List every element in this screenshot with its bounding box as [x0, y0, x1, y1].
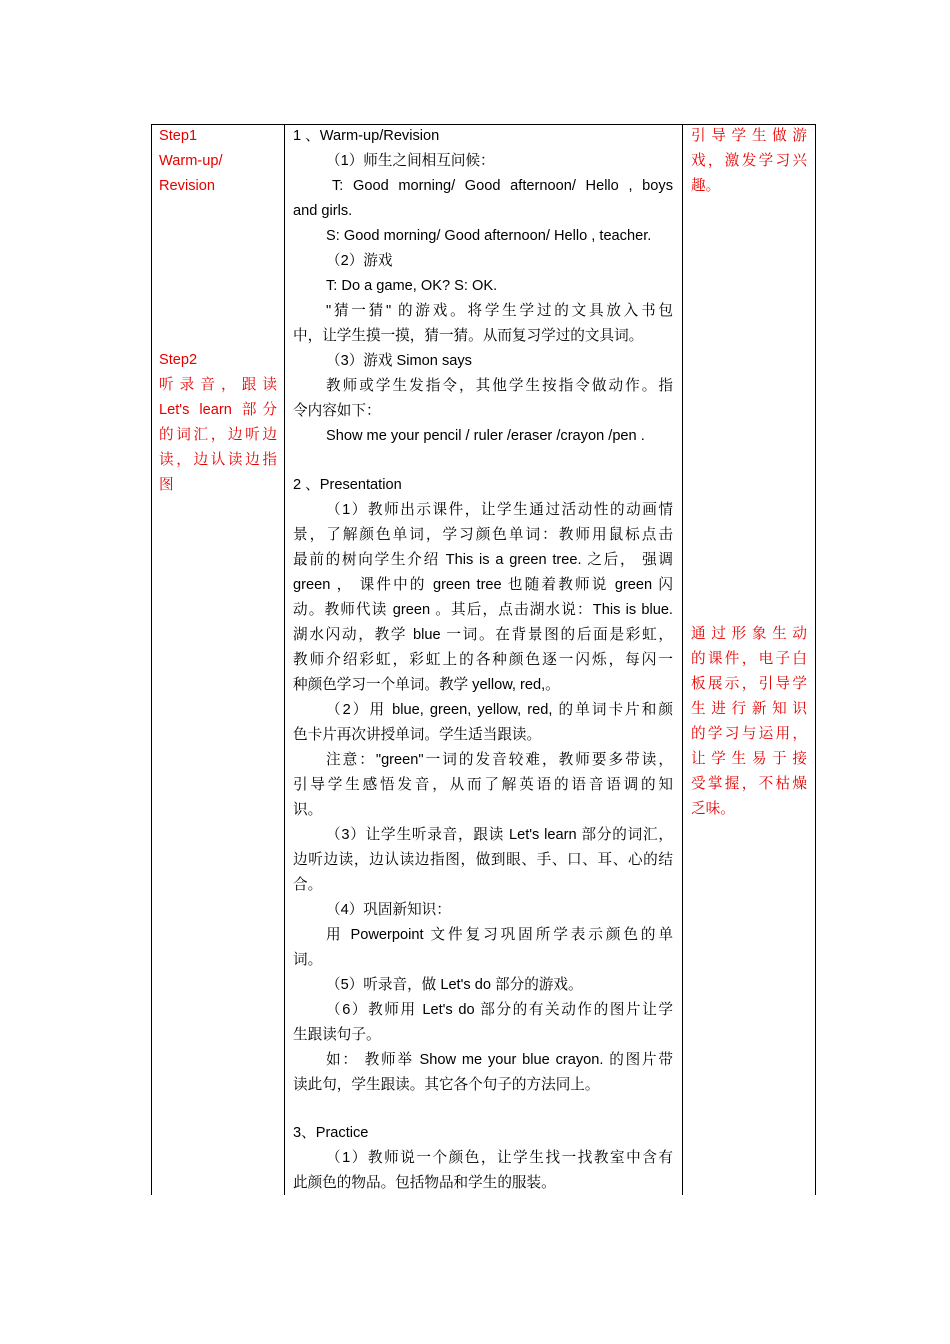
paragraph: 注意："green"一词的发音较难，教师要多带读，	[326, 752, 673, 768]
paragraph: 如： 教师举 Show me your blue crayon. 的图片带	[326, 1052, 673, 1068]
paragraph: （2）用 blue, green, yellow, red, 的单词卡片和颜	[326, 702, 673, 718]
paragraph: 读此句，学生跟读。其它各个句子的方法同上。	[293, 1077, 600, 1093]
note-line: 趣。	[691, 178, 721, 194]
paragraph: 色卡片再次讲授单词。学生适当跟读。	[293, 727, 542, 743]
step1-block	[159, 124, 277, 199]
note-line: 乏味。	[691, 801, 735, 817]
note-warmup	[691, 124, 807, 199]
step2-line: Let's learn 部分	[159, 402, 277, 418]
step2-block	[159, 348, 277, 498]
paragraph: T: Do a game, OK? S: OK.	[326, 278, 498, 294]
paragraph: 中，让学生摸一摸，猜一猜。从而复习学过的文具词。	[293, 328, 644, 344]
step2-line: 图	[159, 477, 174, 493]
paragraph: "猜一猜" 的游戏。将学生学过的文具放入书包	[326, 303, 673, 319]
paragraph: and girls.	[293, 203, 353, 219]
paragraph: （1）师生之间相互问候：	[326, 153, 495, 169]
paragraph: 景，了解颜色单词，学习颜色单词：教师用鼠标点击	[293, 527, 673, 543]
step1-title: Step1	[159, 128, 198, 144]
note-presentation	[691, 622, 807, 822]
paragraph: S: Good morning/ Good afternoon/ Hello , teacher.	[326, 228, 652, 244]
step2-line: 读，边认读边指	[159, 452, 277, 468]
paragraph: 教师或学生发指令，其他学生按指令做动作。指	[326, 378, 673, 394]
content-column	[285, 124, 683, 1195]
note-line: 让学生易于接	[691, 751, 807, 767]
step2-title: Step2	[159, 352, 198, 368]
paragraph: 生跟读句子。	[293, 1027, 381, 1043]
paragraph: （2）游戏	[326, 253, 393, 269]
table-right-border	[815, 124, 816, 1195]
section-heading: 3、Practice	[293, 1125, 369, 1141]
paragraph: Show me your pencil / ruler /eraser /crayon /pen .	[326, 428, 645, 444]
paragraph: 词。	[293, 952, 323, 968]
note-line: 的课件，电子白	[691, 651, 807, 667]
step2-line: 的词汇，边听边	[159, 427, 277, 443]
paragraph: 用 Powerpoint 文件复习巩固所学表示颜色的单	[326, 927, 673, 943]
section-heading: 2 、Presentation	[293, 477, 402, 493]
paragraph: green ， 课件中的 green tree 也随着教师说 green 闪	[293, 577, 673, 593]
note-line: 引导学生做游	[691, 128, 807, 144]
paragraph: 令内容如下：	[293, 403, 381, 419]
note-column	[683, 124, 815, 1195]
paragraph: （3）让学生听录音，跟读 Let's learn 部分的词汇，	[326, 827, 673, 843]
paragraph: （5）听录音，做 Let's do 部分的游戏。	[326, 977, 583, 993]
note-line: 的学习与运用，	[691, 726, 807, 742]
step2-line: 听录音，跟读	[159, 377, 277, 393]
paragraph: （1）教师出示课件，让学生通过活动性的动画情	[326, 502, 673, 518]
paragraph: 识。	[293, 802, 323, 818]
paragraph: （6）教师用 Let's do 部分的有关动作的图片让学	[326, 1002, 673, 1018]
paragraph: T: Good morning/ Good afternoon/ Hello , boys	[332, 178, 673, 194]
note-line: 生进行新知识	[691, 701, 807, 717]
paragraph: 合。	[293, 877, 323, 893]
section-heading: 1 、Warm-up/Revision	[293, 128, 440, 144]
section-warmup	[293, 124, 673, 449]
paragraph: 动。教师代读 green 。其后，点击湖水说：This is blue.	[293, 602, 673, 618]
paragraph: 种颜色学习一个单词。教学 yellow, red,。	[293, 677, 560, 693]
paragraph: 教师介绍彩虹，彩虹上的各种颜色逐一闪烁，每闪一	[293, 652, 673, 668]
paragraph: （3）游戏 Simon says	[326, 353, 472, 369]
paragraph: （1）教师说一个颜色，让学生找一找教室中含有	[326, 1150, 673, 1166]
section-practice	[293, 1121, 673, 1196]
note-line: 受掌握，不枯燥	[691, 776, 807, 792]
paragraph: 湖水闪动，教学 blue 一词。在背景图的后面是彩虹，	[293, 627, 673, 643]
step1-line: Warm-up/	[159, 153, 223, 169]
step1-line: Revision	[159, 178, 215, 194]
paragraph: 边听边读，边认读边指图，做到眼、手、口、耳、心的结	[293, 852, 673, 868]
paragraph: 最前的树向学生介绍 This is a green tree. 之后， 强调	[293, 552, 673, 568]
step-column	[151, 124, 285, 1195]
paragraph: 此颜色的物品。包括物品和学生的服装。	[293, 1175, 556, 1191]
note-line: 戏，激发学习兴	[691, 153, 807, 169]
paragraph: 引导学生感悟发音，从而了解英语的语音语调的知	[293, 777, 673, 793]
note-line: 板展示，引导学	[691, 676, 807, 692]
section-presentation	[293, 473, 673, 1098]
paragraph: （4）巩固新知识：	[326, 902, 451, 918]
note-line: 通过形象生动	[691, 626, 807, 642]
